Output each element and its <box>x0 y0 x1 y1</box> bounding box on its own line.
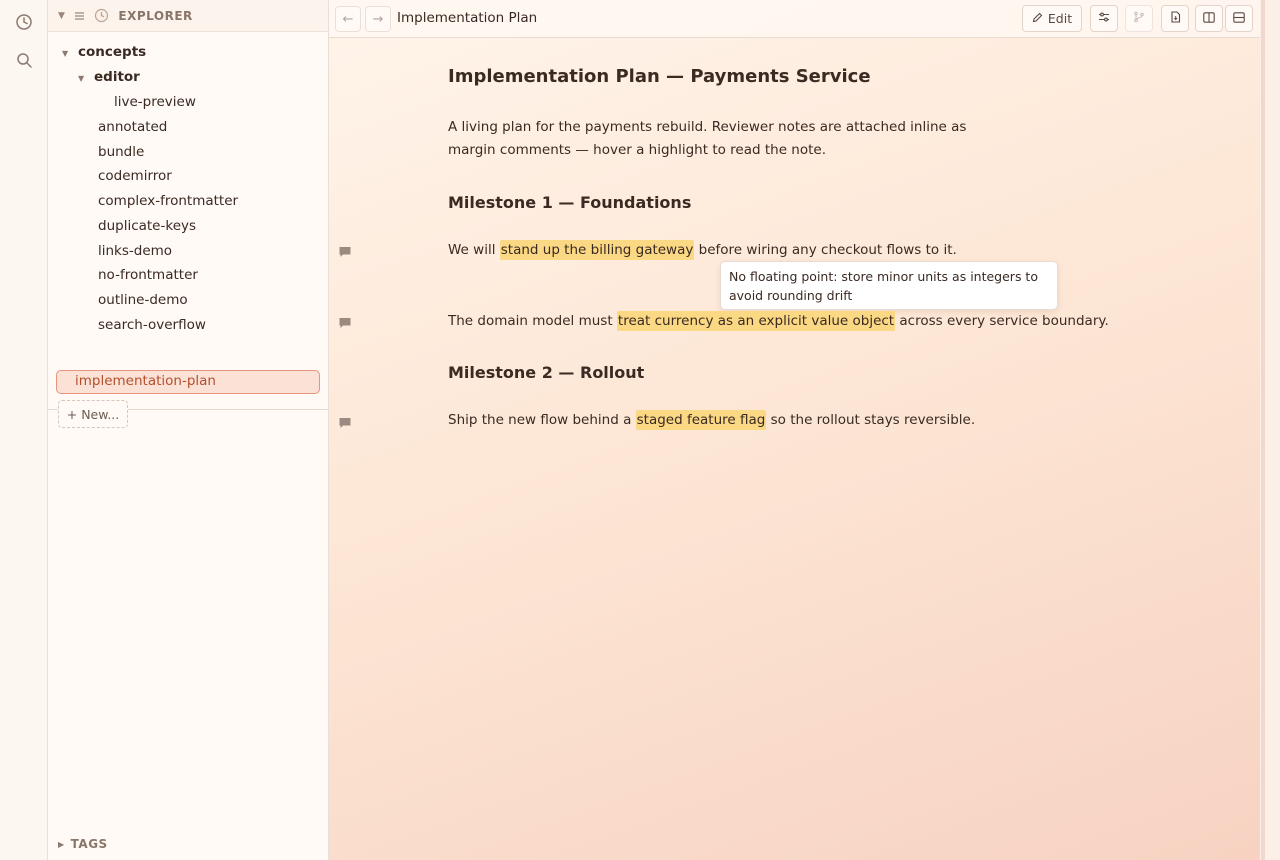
scrollbar[interactable] <box>1260 0 1280 860</box>
split-horizontal-button[interactable] <box>1225 5 1253 32</box>
activity-rail <box>0 0 48 860</box>
chevron-right-icon[interactable]: ▶ <box>58 839 65 849</box>
tree-file-annotated[interactable]: annotated <box>98 119 168 135</box>
tags-title: TAGS <box>70 837 108 851</box>
tree-folder-editor[interactable]: ▼ editor <box>78 65 140 89</box>
tree-file-implementation-plan[interactable]: implementation-plan <box>56 370 320 394</box>
milestone-1-heading: Milestone 1 — Foundations <box>448 193 692 212</box>
properties-button[interactable] <box>1090 5 1118 32</box>
edit-button[interactable] <box>1022 5 1082 32</box>
split-vertical-button[interactable] <box>1195 5 1223 32</box>
forward-button[interactable]: → <box>365 6 391 32</box>
search-icon[interactable] <box>12 48 36 72</box>
page-title: Implementation Plan <box>397 10 538 26</box>
comment-highlight[interactable]: treat currency as an explicit value object <box>617 313 895 329</box>
tree-file-duplicate-keys[interactable]: duplicate-keys <box>98 218 197 234</box>
tree-file-codemirror[interactable]: codemirror <box>98 168 172 184</box>
sliders-icon <box>1098 11 1110 26</box>
chevron-down-icon[interactable]: ▼ <box>58 10 66 21</box>
file-icon <box>1170 11 1181 26</box>
tree-folder-concepts[interactable]: ▼ concepts <box>62 40 146 64</box>
edit-button-label: Edit <box>1047 11 1073 26</box>
milestone-2-heading: Milestone 2 — Rollout <box>448 363 645 382</box>
new-note-button[interactable]: + New... <box>58 400 128 428</box>
tree-file-complex-frontmatter[interactable]: complex-frontmatter <box>98 193 239 209</box>
intro-paragraph-line-2: margin comments — hover a highlight to read the note. <box>448 142 827 158</box>
export-button[interactable] <box>1161 5 1189 32</box>
tree-file-search-overflow[interactable]: search-overflow <box>98 317 206 333</box>
clock-icon[interactable] <box>94 8 109 23</box>
pencil-icon <box>1032 11 1043 26</box>
file-tree <box>48 32 328 422</box>
comment-icon[interactable] <box>338 315 352 329</box>
split-horizontal-icon <box>1233 11 1245 26</box>
comment-highlight[interactable]: stand up the billing gateway <box>500 242 694 258</box>
comment-icon[interactable] <box>338 244 352 258</box>
paragraph-rollout: Ship the new flow behind a staged feature flag so the rollout stays reversible. <box>448 412 976 428</box>
chevron-down-icon[interactable]: ▼ <box>78 74 85 83</box>
tree-file-links-demo[interactable]: links-demo <box>98 243 173 259</box>
explorer-title: EXPLORER <box>118 8 193 23</box>
document-title: Implementation Plan — Payments Service <box>448 66 871 87</box>
explorer-header[interactable] <box>48 0 328 32</box>
chevron-down-icon[interactable]: ▼ <box>62 49 69 58</box>
comment-tooltip: No floating point: store minor units as integers to avoid rounding drift <box>720 261 1058 310</box>
tree-file-outline-demo[interactable]: outline-demo <box>98 292 188 308</box>
git-branch-icon <box>1133 11 1145 26</box>
comment-icon[interactable] <box>338 415 352 429</box>
intro-paragraph-line-1: A living plan for the payments rebuild. Reviewer notes are attached inline as <box>448 119 967 135</box>
split-vertical-icon <box>1203 11 1215 26</box>
paragraph-currency: The domain model must treat currency as an explicit value object across every service boundary. <box>448 313 1109 329</box>
recent-icon[interactable] <box>12 10 36 34</box>
scrollbar-thumb[interactable] <box>1261 0 1265 860</box>
paragraph-billing: We will stand up the billing gateway before wiring any checkout flows to it. <box>448 242 957 258</box>
list-icon[interactable] <box>74 11 85 21</box>
branch-button[interactable] <box>1125 5 1153 32</box>
tree-file-no-frontmatter[interactable]: no-frontmatter <box>98 267 198 283</box>
explorer-panel <box>48 0 329 860</box>
topbar <box>329 0 1260 38</box>
main-pane <box>329 0 1260 860</box>
back-button[interactable]: ← <box>335 6 361 32</box>
tree-file-bundle[interactable]: bundle <box>98 144 145 160</box>
tags-section-header[interactable] <box>48 828 328 860</box>
tree-file-live-preview[interactable]: live-preview <box>114 94 196 110</box>
comment-highlight[interactable]: staged feature flag <box>636 412 766 428</box>
